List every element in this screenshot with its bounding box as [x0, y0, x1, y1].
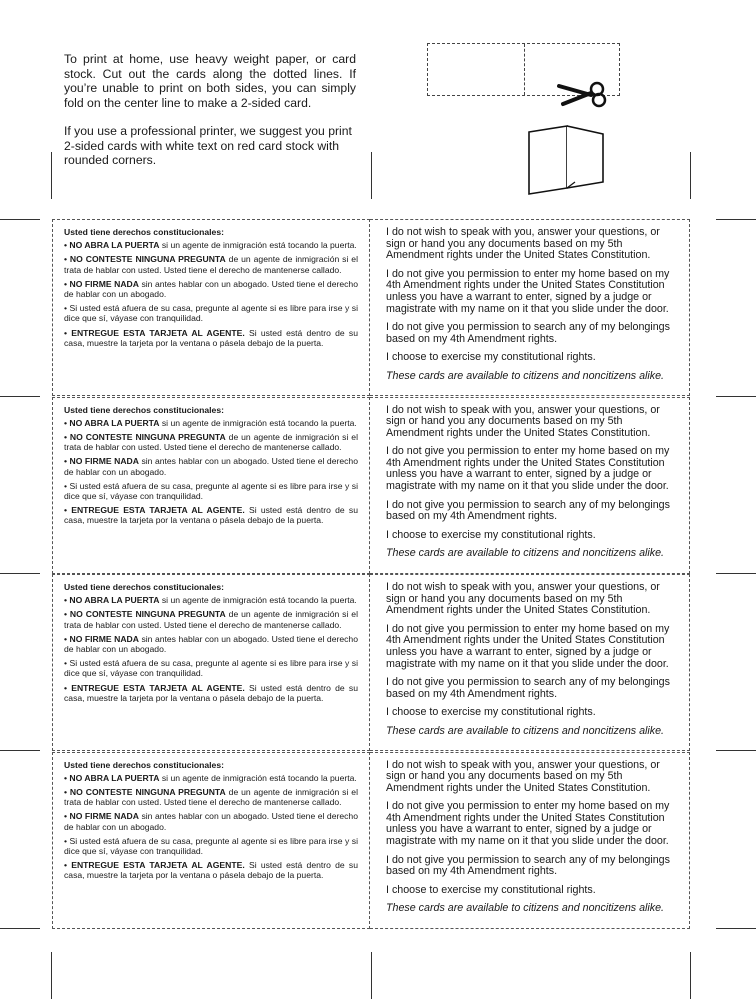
- card-english-note: These cards are available to citizens and noncitizens alike.: [386, 902, 665, 915]
- card-spanish-item-heading: • NO FIRME NADA: [64, 456, 139, 467]
- card-english-side: [386, 405, 682, 568]
- card-spanish-item: [64, 683, 358, 703]
- crop-mark: [371, 952, 372, 999]
- card-english-paragraph: I choose to exercise my constitutional rights.: [386, 351, 596, 364]
- card-english-paragraph: I do not give you permission to search any of my belongings based on my 4th Amendment rights.: [386, 498, 670, 523]
- card-spanish-title: Usted tiene derechos constitucionales:: [64, 404, 224, 415]
- crop-mark: [690, 152, 691, 199]
- card-spanish-item-text: de un agente de inmigración si el trata de hablar con usted. Usted tiene el derecho de mantenerse callado.: [64, 786, 359, 808]
- rights-card: [52, 397, 690, 574]
- card-spanish-item-heading: • NO FIRME NADA: [64, 633, 139, 644]
- card-english-paragraph: I do not give you permission to search any of my belongings based on my 4th Amendment rights.: [386, 676, 670, 700]
- card-english-paragraph: I do not give you permission to search any of my belongings based on my 4th Amendment rights.: [386, 853, 670, 878]
- card-spanish-item-text: Si usted está dentro de su casa, muestre la tarjeta por la ventana o pásela debajo de la puerta.: [64, 327, 358, 348]
- card-spanish-side: [64, 582, 358, 703]
- card-english-paragraph: I choose to exercise my constitutional rights.: [386, 706, 596, 719]
- crop-mark: [716, 750, 756, 751]
- card-english-paragraph: I choose to exercise my constitutional rights.: [386, 883, 596, 896]
- card-spanish-item: [64, 787, 358, 807]
- card-english-paragraph: I do not give you permission to enter my home based on my 4th Amendment rights under the United States Constitution unless you have a warrant to enter, signed by a judge or magistrate with my name on it that you slide under the door.: [386, 622, 670, 670]
- card-spanish-item-heading: • NO FIRME NADA: [64, 278, 139, 289]
- card-spanish-item-text: sin antes hablar con un abogado. Usted tiene el derecho de hablar con un abogado.: [64, 278, 358, 300]
- rights-card: [52, 752, 690, 929]
- crop-mark: [0, 396, 40, 397]
- card-spanish-item-text: sin antes hablar con un abogado. Usted tiene el derecho de hablar con un abogado.: [64, 633, 358, 655]
- card-english-side: [386, 760, 682, 923]
- card-english-paragraph: I do not wish to speak with you, answer your questions, or sign or hand you any documents based on my 5th Amendment rights under the United States Constitution.: [386, 758, 660, 794]
- card-spanish-item: [64, 418, 358, 428]
- card-english-side: [386, 582, 682, 745]
- card-spanish-item: [64, 279, 358, 299]
- card-spanish-item: [64, 658, 358, 678]
- card-spanish-item-text: si un agente de inmigración está tocando la puerta.: [159, 417, 357, 428]
- center-fold-line: [524, 44, 525, 95]
- card-spanish-item-heading: • ENTREGUE ESTA TARJETA AL AGENTE.: [64, 505, 245, 516]
- rights-card: [52, 574, 690, 751]
- crop-mark: [51, 152, 52, 199]
- card-spanish-side: [64, 405, 358, 526]
- card-spanish-item-heading: • NO ABRA LA PUERTA: [64, 595, 160, 606]
- card-spanish-item-heading: • NO FIRME NADA: [64, 811, 139, 822]
- card-spanish-title: Usted tiene derechos constitucionales:: [64, 759, 224, 770]
- card-spanish-item: [64, 456, 358, 476]
- card-spanish-item-text: sin antes hablar con un abogado. Usted tiene el derecho de hablar con un abogado.: [64, 811, 358, 832]
- card-english-paragraph: I do not wish to speak with you, answer your questions, or sign or hand you any documents based on my 5th Amendment rights under the United States Constitution.: [386, 226, 660, 262]
- card-spanish-item: [64, 240, 358, 250]
- card-spanish-item-text: si un agente de inmigración está tocando la puerta.: [159, 595, 357, 606]
- card-english-paragraph: I do not give you permission to enter my home based on my 4th Amendment rights under the United States Constitution unless you have a warrant to enter, signed by a judge or magistrate with my name on it that you slide under the door.: [386, 800, 670, 848]
- crop-mark: [371, 152, 372, 199]
- crop-mark: [0, 219, 40, 220]
- instructions-professional-printing: If you use a professional printer, we suggest you print 2-sided cards with white text on red card stock with rounded corners.: [64, 124, 352, 167]
- card-english-note: These cards are available to citizens and noncitizens alike.: [386, 547, 665, 560]
- card-english-paragraph: I do not give you permission to enter my home based on my 4th Amendment rights under the United States Constitution unless you have a warrant to enter, signed by a judge or magistrate with my name on it that you slide under the door.: [386, 445, 670, 493]
- card-spanish-title: Usted tiene derechos constitucionales:: [64, 582, 224, 592]
- card-spanish-item: [64, 505, 358, 525]
- card-english-paragraph: I do not give you permission to search any of my belongings based on my 4th Amendment rights.: [386, 321, 670, 345]
- card-spanish-item-heading: • ENTREGUE ESTA TARJETA AL AGENTE.: [64, 860, 245, 871]
- card-spanish-item-text: de un agente de inmigración si el trata de hablar con usted. Usted tiene el derecho de mantenerse callado.: [64, 254, 359, 275]
- card-sheet: [52, 219, 690, 929]
- card-english-paragraph: I choose to exercise my constitutional rights.: [386, 528, 596, 541]
- card-spanish-item-text: sin antes hablar con un abogado. Usted tiene el derecho de hablar con un abogado.: [64, 456, 358, 477]
- card-english-side: [386, 227, 682, 390]
- card-spanish-item: [64, 773, 358, 783]
- card-spanish-side: [64, 227, 358, 348]
- card-spanish-item-heading: • NO CONTESTE NINGUNA PREGUNTA: [64, 609, 226, 620]
- card-spanish-item-heading: • NO CONTESTE NINGUNA PREGUNTA: [64, 786, 226, 797]
- folded-card-icon: [527, 124, 611, 196]
- crop-mark: [716, 928, 756, 929]
- crop-mark: [0, 928, 40, 929]
- card-spanish-item-text: de un agente de inmigración si el trata de hablar con usted. Usted tiene el derecho de mantenerse callado.: [64, 609, 359, 630]
- crop-mark: [716, 573, 756, 574]
- card-spanish-item-text: de un agente de inmigración si el trata de hablar con usted. Usted tiene el derecho de mantenerse callado.: [64, 431, 359, 453]
- card-english-paragraph: I do not wish to speak with you, answer your questions, or sign or hand you any documents based on my 5th Amendment rights under the United States Constitution.: [386, 581, 660, 617]
- card-spanish-item-heading: • NO ABRA LA PUERTA: [64, 772, 160, 783]
- card-spanish-item-heading: • NO CONTESTE NINGUNA PREGUNTA: [64, 254, 226, 265]
- card-spanish-item-text: Si usted está dentro de su casa, muestre la tarjeta por la ventana o pásela debajo de la puerta.: [64, 682, 358, 703]
- rights-card: [52, 219, 690, 396]
- card-english-paragraph: I do not wish to speak with you, answer your questions, or sign or hand you any documents based on my 5th Amendment rights under the United States Constitution.: [386, 403, 660, 439]
- card-spanish-item-text: si un agente de inmigración está tocando la puerta.: [159, 240, 357, 251]
- card-spanish-item: [64, 860, 358, 880]
- card-spanish-item-heading: • NO ABRA LA PUERTA: [64, 240, 160, 251]
- card-spanish-side: [64, 760, 358, 881]
- card-spanish-item: [64, 836, 358, 856]
- card-english-note: These cards are available to citizens and noncitizens alike.: [386, 369, 665, 382]
- card-spanish-item: [64, 328, 358, 348]
- card-spanish-item-text: • Si usted está afuera de su casa, pregunte al agente si es libre para irse y si dice que sí, váyase con tranquilidad.: [64, 303, 358, 324]
- card-spanish-item-text: • Si usted está afuera de su casa, pregunte al agente si es libre para irse y si dice que sí, váyase con tranquilidad.: [64, 658, 358, 679]
- card-spanish-item: [64, 811, 358, 831]
- card-spanish-item: [64, 609, 358, 629]
- card-spanish-item: [64, 303, 358, 323]
- card-spanish-item-text: si un agente de inmigración está tocando la puerta.: [159, 772, 357, 783]
- card-spanish-item: [64, 595, 358, 605]
- crop-mark: [0, 573, 40, 574]
- card-spanish-item-heading: • NO CONTESTE NINGUNA PREGUNTA: [64, 431, 226, 442]
- card-spanish-item-text: • Si usted está afuera de su casa, pregunte al agente si es libre para irse y si dice que sí, váyase con tranquilidad.: [64, 480, 358, 501]
- card-spanish-item: [64, 481, 358, 501]
- crop-mark: [716, 219, 756, 220]
- card-spanish-item-heading: • ENTREGUE ESTA TARJETA AL AGENTE.: [64, 682, 245, 693]
- crop-mark: [716, 396, 756, 397]
- instructions-home-printing: To print at home, use heavy weight paper, or card stock. Cut out the cards along the dotted lines. If you’re unable to print on both sides, you can simply fold on the center line to make a 2-sided card.: [64, 52, 356, 110]
- card-spanish-title: Usted tiene derechos constitucionales:: [64, 227, 224, 237]
- card-spanish-item-heading: • ENTREGUE ESTA TARJETA AL AGENTE.: [64, 327, 245, 338]
- card-spanish-item-text: • Si usted está afuera de su casa, pregunte al agente si es libre para irse y si dice que sí, váyase con tranquilidad.: [64, 835, 358, 856]
- card-spanish-item: [64, 254, 358, 274]
- crop-mark: [0, 750, 40, 751]
- instructions: [64, 52, 356, 182]
- card-spanish-item-heading: • NO ABRA LA PUERTA: [64, 417, 160, 428]
- scissors-icon: [557, 80, 609, 108]
- card-spanish-item-text: Si usted está dentro de su casa, muestre la tarjeta por la ventana o pásela debajo de la puerta.: [64, 505, 358, 526]
- card-english-paragraph: I do not give you permission to enter my home based on my 4th Amendment rights under the United States Constitution unless you have a warrant to enter, signed by a judge or magistrate with my name on it that you slide under the door.: [386, 267, 670, 315]
- card-english-note: These cards are available to citizens and noncitizens alike.: [386, 724, 665, 737]
- card-spanish-item-text: Si usted está dentro de su casa, muestre la tarjeta por la ventana o pásela debajo de la puerta.: [64, 860, 358, 881]
- card-spanish-item: [64, 634, 358, 654]
- crop-mark: [690, 952, 691, 999]
- crop-mark: [51, 952, 52, 999]
- card-spanish-item: [64, 432, 358, 452]
